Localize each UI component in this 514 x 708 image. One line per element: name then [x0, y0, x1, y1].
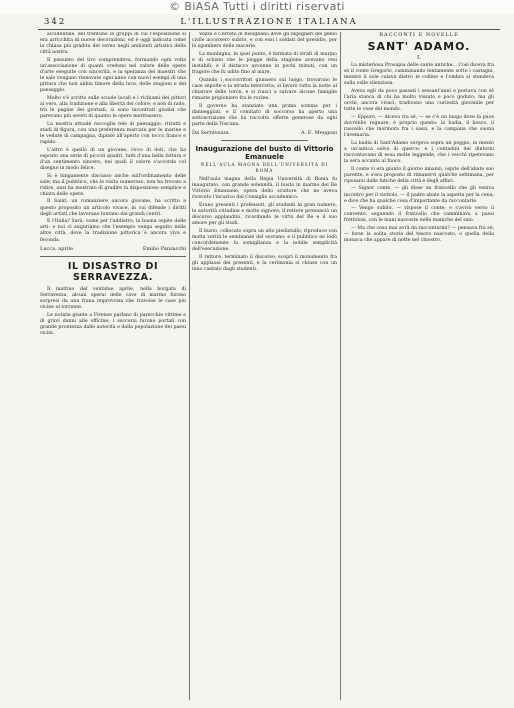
story-paragraph: La badia di Sant'Adamo sorgeva sopra un poggio, in mezzo a un'antica selva di querce; e i contadini dei dintorni raccontavano di essa molte leggende, che i vecchi ripetevano la sera accanto al fuoco. — [344, 140, 494, 165]
article-paragraph: Il governo ha stanziato una prima somma per i danneggiati, e il comitato di soccorso ha aperto una sottoscrizione che ha raccolto offerte generose da ogni parte della Toscana. — [192, 103, 337, 127]
article-paragraph: La montagna, in quel punto, è formata di strati di marmo e di schisto che le piogge della stagione avevano resi instabili; e il distacco avvenne in pochi minuti, con un fragore che fu udito fino al mare. — [192, 51, 337, 76]
story-paragraph: — Eppure, — diceva tra sé, — se c'è un luogo dove la pace dovrebbe regnare, è proprio questo: la badia, il bosco, il ruscello che mormora fra i sassi, e la campana che suona l'avemaria. — [344, 114, 494, 139]
page-header — [38, 15, 500, 30]
story-paragraph: — Ma che cosa mai avrà da raccontarmi? — pensava fra sé; — forse la solita storia del tesoro nascosto, o quella della monaca che appare di notte nel chiostro. — [344, 226, 494, 244]
article-paragraph: Erano presenti i professori, gli studenti in gran numero, le autorità cittadine e molte signore; il rettore pronunciò un discorso applaudito, ricordando le virtù del Re e il suo amore per gli studi. — [192, 203, 337, 227]
story-title: SANT' ADAMO. — [367, 40, 471, 54]
signature-place: Da Serravezza — [192, 129, 229, 136]
story-paragraph: Il conte vi era giunto il giorno innanzi, ospite dell'abate suo parente, e s'era proposto di rimanervi qualche settimana, per riposarsi dalle fatiche della città e degli affari. — [344, 166, 494, 184]
article-signature — [192, 130, 337, 136]
article-title-roma: Inaugurazione del busto di Vittorio Emanuele — [195, 145, 334, 161]
section-divider — [40, 256, 186, 257]
article-paragraph: Il pensiero del tiro comprendeva, formando ogni volta un'associazione di quanti credono nel valore delle opere d'arte eseguite con sincerità, e la speranza dei maestri che le sale vengano rinnovate ogni anno con nuovi esempi di una pittura che non abbia timore della luce, delle stagioni e del paesaggio. — [40, 57, 186, 94]
article-paragraph: Quando i soccorritori giunsero sul luogo, trovarono le case sepolte e la strada interrotta; si lavorò tutta la notte al chiarore delle torce, e si riuscì a salvare alcune famiglie rimaste prigioniere fra le rovine. — [192, 77, 337, 101]
page-number: 342 — [44, 17, 67, 27]
article-subtitle-roma: NELL'AULA MAGNA DELL'UNIVERSITÀ DI ROMA — [200, 162, 329, 174]
signature-author: Emilio Panzacchi — [142, 245, 186, 252]
article-paragraph: Il rettore, terminato il discorso, scoprì il monumento fra gli applausi dei presenti, e la cerimonia si chiuse con un inno cantato dagli studenti. — [192, 254, 337, 272]
article-paragraph: L'altro è quello di un giovane, ricco di doti, che ha esposto una serie di piccoli quadri, tutti d'una bella fattura e d'un sentimento sincero, nei quali il colore s'accorda col disegno in modo felice. — [40, 147, 186, 171]
article-signature — [40, 246, 186, 252]
column-divider — [189, 32, 190, 700]
column-left — [40, 32, 186, 702]
column-middle — [192, 32, 337, 702]
signature-place: Lucca, aprile — [40, 245, 74, 252]
story-paragraph: Aveva egli da poco passati i sessant'anni e portava con sé l'aria stanca di chi ha molto vissuto e poco goduto; ma gli occhi, ancora vivaci, tradivano una curiosità giovanile per tutte le cose del mondo. — [344, 89, 494, 113]
article-paragraph: Si è lungamente discusso anche sull'ordinamento delle sale; ma il pubblico, che le visita numeroso, non ha trovato a ridire, anzi ha mostrato di gradire la disposizione semplice e chiara delle opere. — [40, 173, 186, 197]
article-paragraph: La mostra attuale raccoglie tele di paesaggio, ritratti e studi di figura, con una preferenza marcata per le marine e le vedute di campagna, dipinte all'aperto con tocco franco e rapido. — [40, 121, 186, 146]
story-paragraph: — Signor conte, — gli disse un fraticello che gli veniva incontro per il viottolo, — il padre abate la aspetta per la cena; e dice che ha qualche cosa d'importante da raccontarle. — [344, 186, 494, 204]
article-paragraph: accidentale, del trentuno in gruppi in cui l'esposizione si era arricchita di nuove decorazioni, ed è oggi indicata come la chiusa più gradita del verno negli ambienti artistici della città nostra. — [40, 32, 186, 56]
article-title-serravezza: IL DISASTRO DI SERRAVEZZA. — [67, 260, 159, 283]
chapter-number: I. — [417, 55, 421, 62]
watermark-banner: © BiASA Tutti i diritti riservati — [0, 0, 514, 14]
column-divider — [340, 32, 341, 700]
article-paragraph: Vezza e Cerreto di Bisognano dove gli ingegneri del genio civile accorsero subito, e con essi i soldati del presidio, per lo sgombero delle macerie. — [192, 32, 337, 50]
story-paragraph: — Vengo subito, — rispose il conte; e s'avviò verso il convento, seguendo il fraticello che camminava a passi frettolosi, con le mani nascoste nelle maniche del saio. — [344, 206, 494, 224]
article-paragraph: Molto s'è scritto sulle scuole locali e i richiami dei pittori al vero, alla tradizione e alla libertà del colore; e non di rado, tra le pagine dei giornali, si sono incontrati giudizi che parevano più severi di quanto le opere meritassero. — [40, 95, 186, 120]
article-paragraph: Il busto, collocato sopra un alto piedistallo, riproduce con molta verità le sembianze del sovrano; e il pubblico ne lodò concordemente la somiglianza e la nobile semplicità dell'esecuzione. — [192, 228, 337, 253]
section-divider — [221, 140, 308, 141]
article-paragraph: E l'Italia? Sarà, come per l'addietro, la buona ospite delle arti: e noi ci auguriamo che l'esempio venga seguito nelle altre città, dove la tradizione pittorica è ancora viva e feconda. — [40, 219, 186, 243]
article-paragraph: Il Saint, un romanziere ancora giovane, ha scritto a questo proposito un articolo vivace, in cui difende i diritti degli artisti che lavorano lontano dai grandi centri. — [40, 199, 186, 217]
column-right — [344, 32, 494, 702]
signature-author: A. E. Mengoni — [301, 129, 337, 136]
article-paragraph: Nell'aula magna della Regia Università di Roma fu inaugurato, con grande solennità, il busto in marmo del Re Vittorio Emanuele, opera dello scultore che ne aveva ricevuto l'incarico dal Consiglio accademico. — [192, 177, 337, 201]
story-paragraph: La misteriosa Prosapia delle sante antiche... Così diceva fra sé il conte Gregorio, camminando lentamente sotto i castagni, mentre il sole calava dietro le colline e l'ombra si stendeva sulla valle silenziosa. — [344, 63, 494, 87]
section-heading: RACCONTI E NOVELLE — [379, 32, 459, 38]
journal-title: L'ILLUSTRAZIONE ITALIANA — [180, 17, 358, 27]
article-paragraph: Il mattino del ventidue aprile, nella borgata di Serravezza, alcuni operai delle cave di marmo furono sorpresi da una frana improvvisa che travolse le case più vicine al torrente. — [40, 286, 186, 310]
article-paragraph: Le notizie giunte a Firenze parlano di parecchie vittime e di gravi danni alle officine; i soccorsi furono portati con grande prontezza dalle autorità e dalla popolazione dei paesi vicini. — [40, 312, 186, 336]
